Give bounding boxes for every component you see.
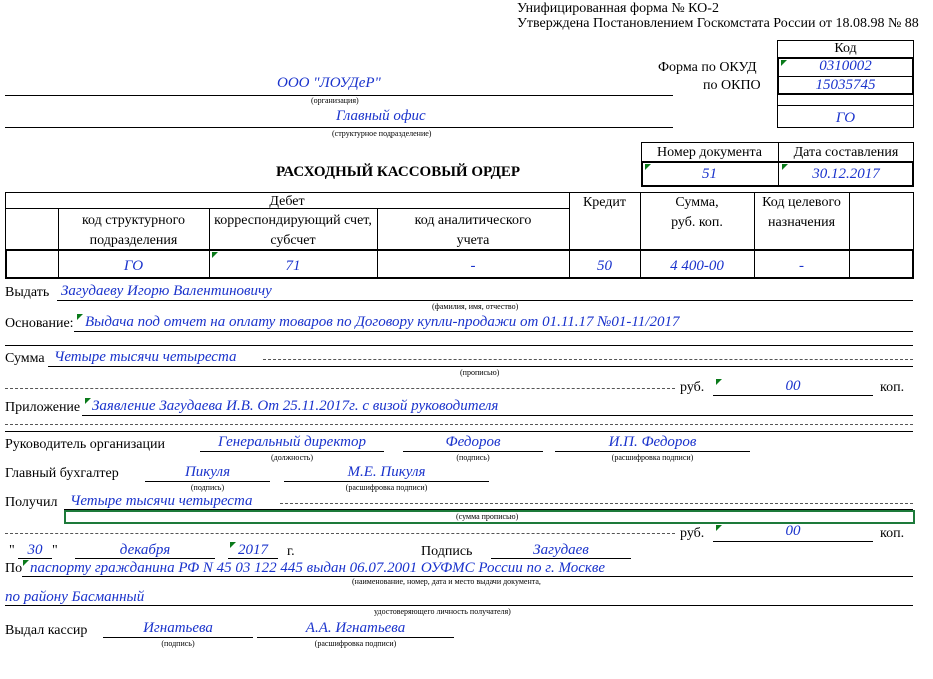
debet-header: Дебет xyxy=(269,194,305,209)
attachment-label: Приложение xyxy=(5,400,81,415)
basis-label: Основание: xyxy=(5,316,74,331)
col-sum-header-1: Сумма, xyxy=(675,195,719,210)
issue-recipient: Загудаеву Игорю Валентиновичу xyxy=(61,283,272,299)
row-credit-value: 50 xyxy=(597,258,612,274)
okud-value: 0310002 xyxy=(819,58,872,74)
doc-date: 30.12.2017 xyxy=(812,166,880,182)
sum-kop-value: 00 xyxy=(785,378,801,394)
accountant-signature-caption: (подпись) xyxy=(190,483,225,492)
form-unified-title: Унифицированная форма № КО-2 xyxy=(517,1,719,16)
sum-caption: (прописью) xyxy=(460,368,500,377)
date-day: 30 xyxy=(27,542,43,558)
sum-rub-label: руб. xyxy=(680,380,705,395)
cell-marker-icon xyxy=(645,164,651,170)
organization-name: ООО "ЛОУДеР" xyxy=(277,75,381,91)
row-sum-value: 4 400-00 xyxy=(670,258,724,274)
cell-marker-icon xyxy=(716,525,722,531)
cell-marker-icon xyxy=(781,60,787,66)
received-rub-label: руб. xyxy=(680,526,705,541)
accountant-signature: Пикуля xyxy=(184,464,231,480)
received-words-value: Четыре тысячи четыреста xyxy=(70,493,253,509)
attachment-value: Заявление Загудаева И.В. От 25.11.2017г. с визой руководителя xyxy=(92,398,499,414)
passport-label: По xyxy=(5,561,23,576)
col-anal-header-1: код аналитического xyxy=(414,213,532,228)
col-corr-header-1: корреспондирующий счет, xyxy=(214,213,372,228)
col-target-header-2: назначения xyxy=(767,215,836,230)
passport-value: паспорту гражданина РФ N 45 03 122 445 выдан 06.07.2001 ОУФМС России по г. Москве xyxy=(30,560,606,576)
received-kop-label: коп. xyxy=(880,526,905,541)
row-anal-value: - xyxy=(470,258,476,274)
date-quote-close: " xyxy=(52,543,58,558)
col-struct-header-2: подразделения xyxy=(89,233,178,248)
col-corr-header-2: субсчет xyxy=(270,233,316,248)
cell-marker-icon xyxy=(212,252,218,258)
dept-code-value: ГО xyxy=(835,110,856,126)
received-kop-value: 00 xyxy=(785,523,801,539)
accountant-name-caption: (расшифровка подписи) xyxy=(345,483,428,492)
accountant-label: Главный бухгалтер xyxy=(5,466,119,481)
date-month: декабря xyxy=(119,542,171,558)
department-caption: (структурное подразделение) xyxy=(332,129,432,138)
received-caption: (сумма прописью) xyxy=(456,512,519,521)
accountant-name: М.Е. Пикуля xyxy=(347,464,426,480)
head-position: Генеральный директор xyxy=(218,434,366,450)
col-target-header-1: Код целевого xyxy=(762,195,841,210)
okud-label: Форма по ОКУД xyxy=(658,60,757,75)
cell-marker-icon xyxy=(77,314,83,320)
date-year-suffix: г. xyxy=(287,544,295,559)
row-struct-value: ГО xyxy=(123,258,144,274)
col-struct-header-1: код структурного xyxy=(81,213,186,228)
date-quote-open: " xyxy=(9,543,15,558)
issue-caption: (фамилия, имя, отчество) xyxy=(432,302,519,311)
cashier-signature: Игнатьева xyxy=(143,620,213,636)
sum-words-value: Четыре тысячи четыреста xyxy=(54,349,237,365)
cell-marker-icon xyxy=(230,542,236,548)
row-corr-value: 71 xyxy=(285,258,301,274)
head-name-caption: (расшифровка подписи) xyxy=(611,453,694,462)
cashier-name: А.А. Игнатьева xyxy=(305,620,406,636)
sum-label: Сумма xyxy=(5,351,45,366)
issue-label: Выдать xyxy=(5,285,50,300)
cell-marker-icon xyxy=(23,560,29,566)
form-approval-line: Утверждена Постановлением Госкомстата России от 18.08.98 № 88 xyxy=(517,16,919,31)
head-signature-caption: (подпись) xyxy=(456,453,490,462)
department-name: Главный офис xyxy=(336,108,426,124)
organization-caption: (организация) xyxy=(311,96,359,105)
cashier-signature-caption: (подпись) xyxy=(161,639,195,648)
cell-marker-icon xyxy=(782,164,788,170)
head-position-caption: (должность) xyxy=(271,453,313,462)
col-credit-header: Кредит xyxy=(582,195,627,210)
passport-caption-2: удостоверяющего личность получателя) xyxy=(374,607,511,616)
col-sum-header-2: руб. коп. xyxy=(671,215,723,230)
sum-kop-label: коп. xyxy=(880,380,905,395)
head-name: И.П. Федоров xyxy=(608,434,697,450)
cell-marker-icon xyxy=(716,379,722,385)
recipient-signature: Загудаев xyxy=(533,542,589,558)
okpo-label: по ОКПО xyxy=(703,78,761,93)
date-year: 2017 xyxy=(238,542,268,558)
head-signature: Федоров xyxy=(445,434,501,450)
col-anal-header-2: учета xyxy=(456,233,490,248)
recipient-sign-label: Подпись xyxy=(421,544,473,559)
document-title: РАСХОДНЫЙ КАССОВЫЙ ОРДЕР xyxy=(276,164,521,180)
doc-number: 51 xyxy=(702,166,717,182)
doc-number-label: Номер документа xyxy=(656,145,763,160)
doc-date-label: Дата составления xyxy=(793,145,899,160)
cashier-label: Выдал кассир xyxy=(5,623,88,638)
basis-value: Выдача под отчет на оплату товаров по Договору купли-продажи от 01.11.17 №01-11/2017 xyxy=(85,314,680,330)
okpo-value: 15035745 xyxy=(815,77,876,93)
row-target-value: - xyxy=(799,258,804,274)
cashier-name-caption: (расшифровка подписи) xyxy=(314,639,397,648)
codes-header: Код xyxy=(834,41,857,56)
received-label: Получил xyxy=(5,495,58,510)
passport-caption-1: (наименование, номер, дата и место выдачи документа, xyxy=(352,577,541,586)
head-label: Руководитель организации xyxy=(5,437,165,452)
passport-value-2: по району Басманный xyxy=(5,589,145,605)
cell-marker-icon xyxy=(85,398,91,404)
